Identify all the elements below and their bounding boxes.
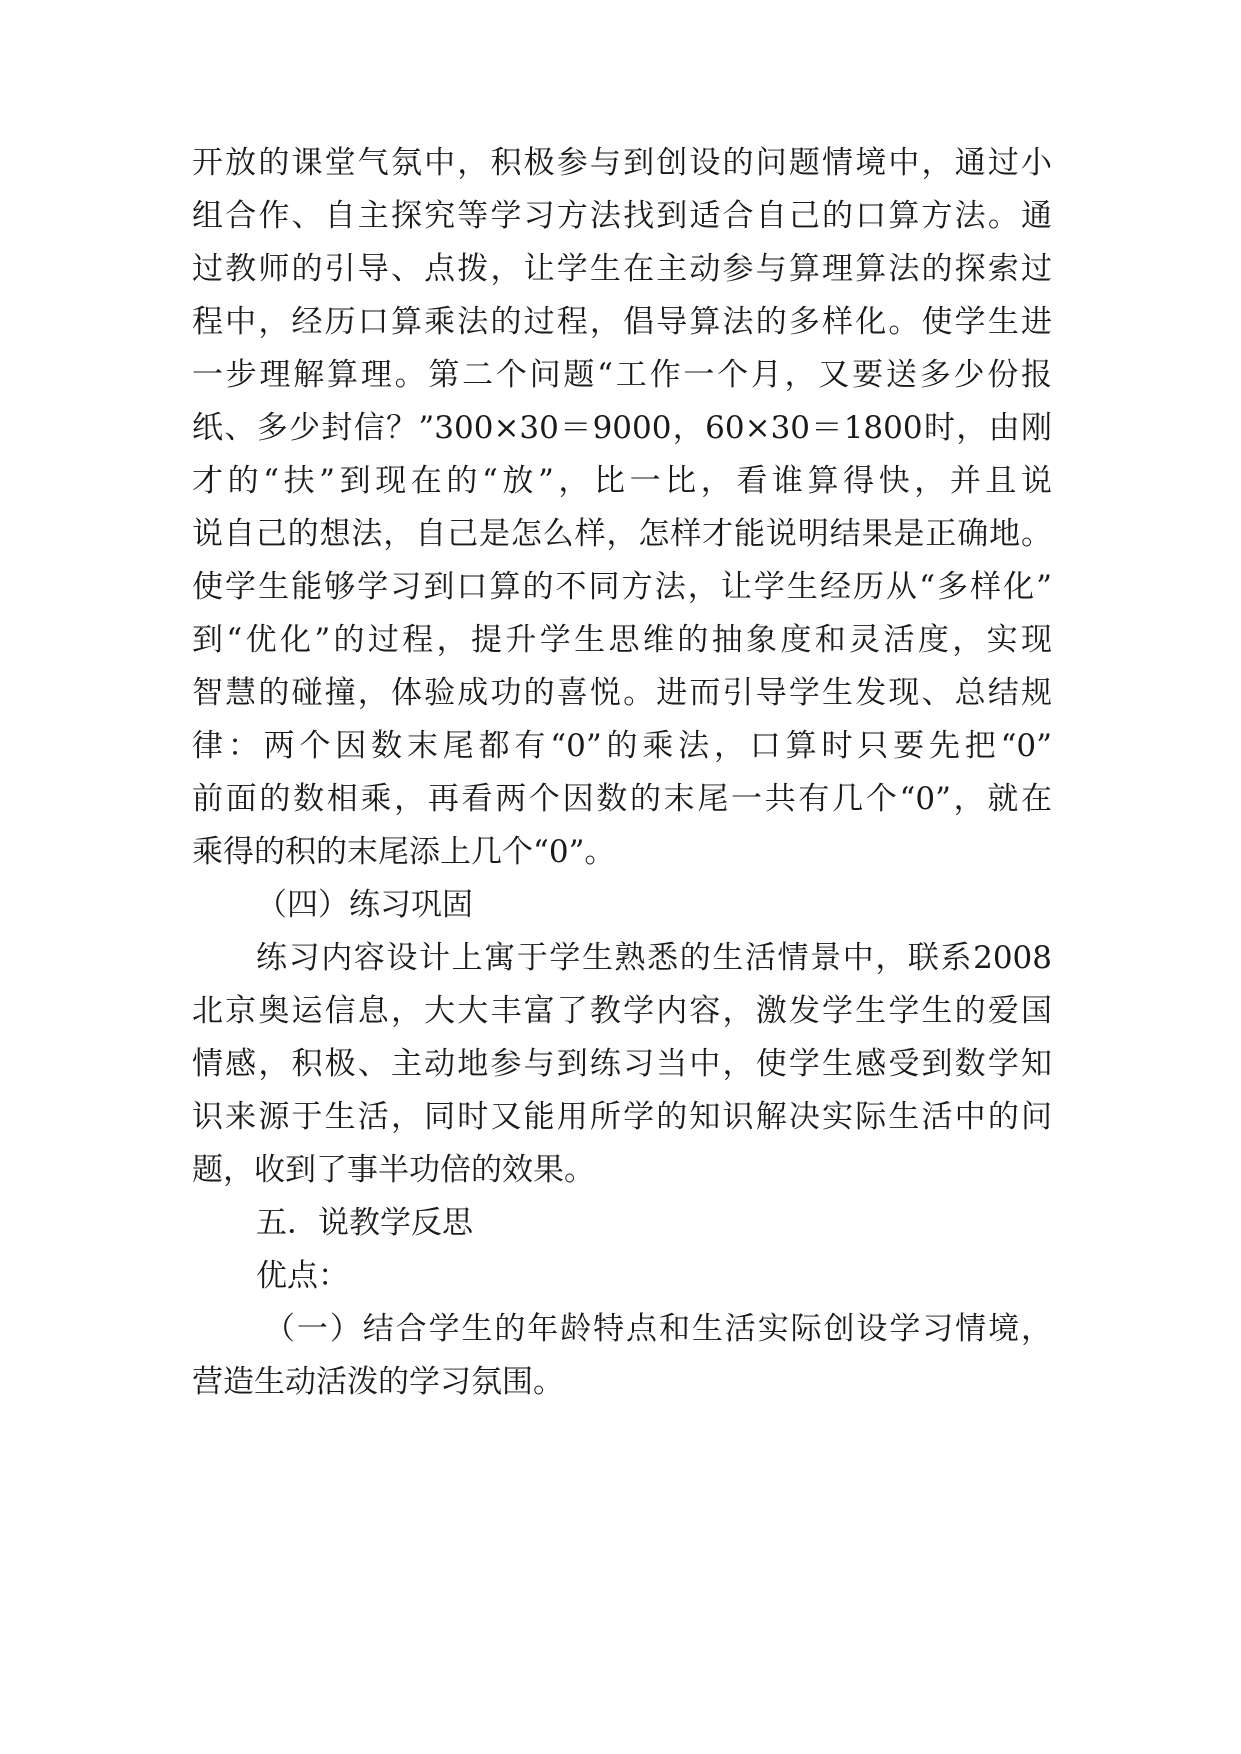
advantages-label: 优点： [256,1258,349,1294]
paragraph-line: 练习内容设计上寓于学生熟悉的生活情景中，联系2008 [256,940,1052,976]
paragraph-line: （一）结合学生的年龄特点和生活实际创设学习情境， [264,1311,1052,1347]
paragraph-line: 识来源于生活，同时又能用所学的知识解决实际生活中的问 [192,1099,1052,1135]
paragraph-line: 纸、多少封信？”300×30＝9000，60×30＝1800时，由刚 [192,410,1052,446]
paragraph-line: 北京奥运信息，大大丰富了教学内容，激发学生学生的爱国 [192,993,1052,1029]
paragraph-line: 说自己的想法，自己是怎么样，怎样才能说明结果是正确地。 [192,516,1052,552]
paragraph-line: 律：两个因数末尾都有“0”的乘法，口算时只要先把“0” [192,728,1052,764]
paragraph-line: 到“优化”的过程，提升学生思维的抽象度和灵活度，实现 [192,622,1052,658]
paragraph-line: 乘得的积的末尾添上几个“0”。 [192,834,616,870]
section-heading: 五．说教学反思 [256,1205,473,1241]
paragraph-line: 情感，积极、主动地参与到练习当中，使学生感受到数学知 [192,1046,1052,1082]
paragraph-line: 开放的课堂气氛中，积极参与到创设的问题情境中，通过小 [192,145,1052,181]
paragraph-line: 智慧的碰撞，体验成功的喜悦。进而引导学生发现、总结规 [192,675,1052,711]
paragraph-line: 一步理解算理。第二个问题“工作一个月，又要送多少份报 [192,357,1052,393]
paragraph-line: 营造生动活泼的学习氛围。 [192,1364,564,1400]
paragraph-line: 使学生能够学习到口算的不同方法，让学生经历从“多样化” [192,569,1052,605]
section-heading: （四）练习巩固 [256,887,473,923]
paragraph-line: 过教师的引导、点拨，让学生在主动参与算理算法的探索过 [192,251,1052,287]
paragraph-line: 前面的数相乘，再看两个因数的末尾一共有几个“0”，就在 [192,781,1052,817]
paragraph-line: 题，收到了事半功倍的效果。 [192,1152,595,1188]
paragraph-line: 组合作、自主探究等学习方法找到适合自己的口算方法。通 [192,198,1052,234]
paragraph-line: 才的“扶”到现在的“放”，比一比，看谁算得快，并且说 [192,463,1052,499]
paragraph-line: 程中，经历口算乘法的过程，倡导算法的多样化。使学生进 [192,304,1052,340]
